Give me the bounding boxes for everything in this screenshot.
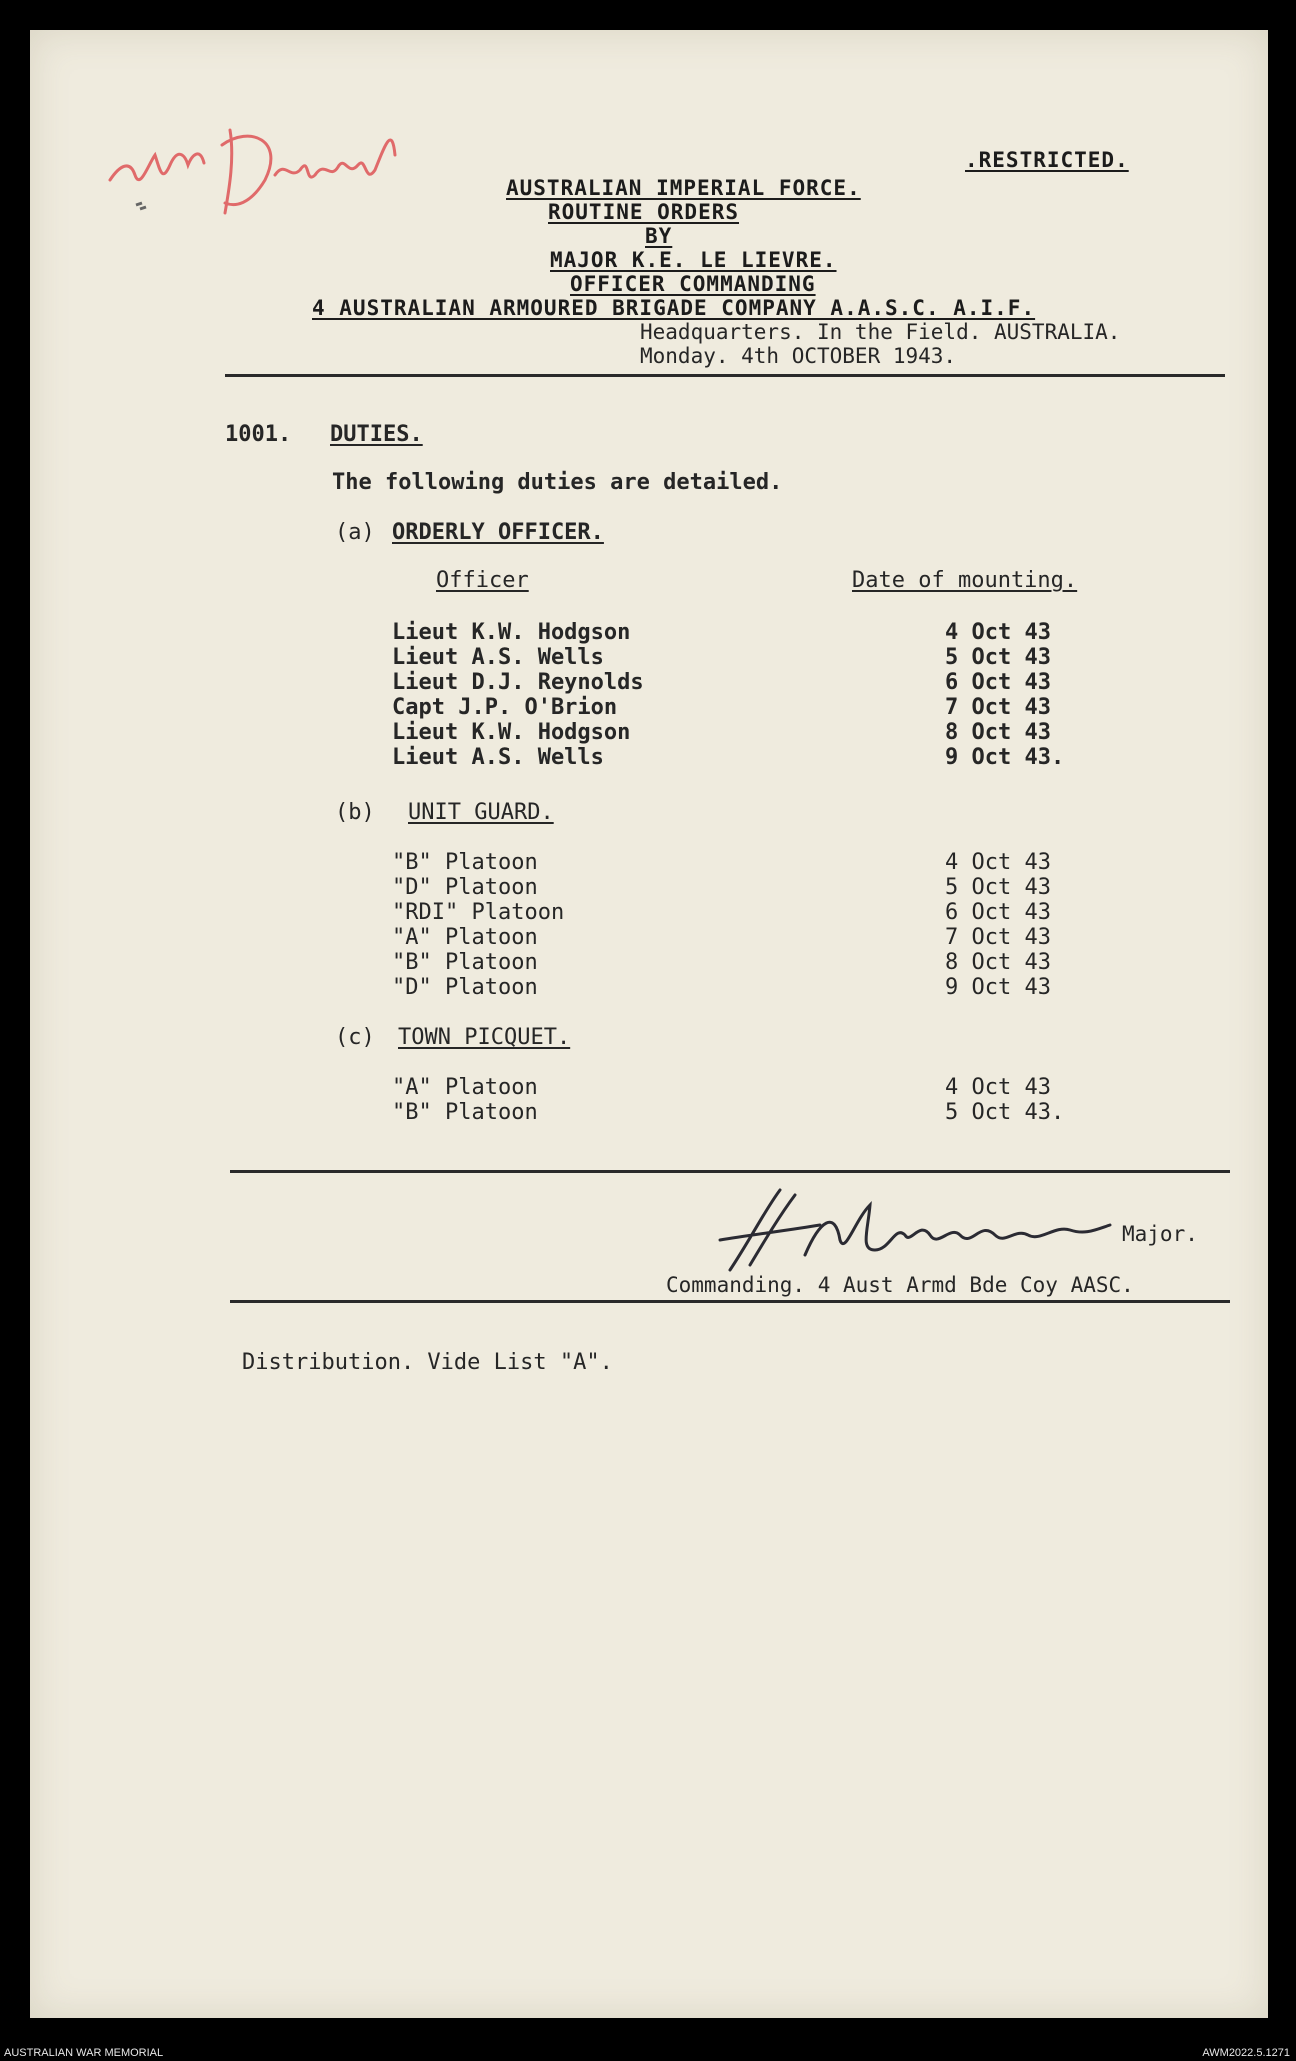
section-c-title: TOWN PICQUET.	[398, 1025, 571, 1050]
section-a-title: ORDERLY OFFICER.	[392, 520, 604, 545]
header-line-5: OFFICER COMMANDING	[570, 272, 816, 296]
order-intro: The following duties are detailed.	[332, 470, 783, 495]
signature-rank: Major.	[1122, 1222, 1198, 1246]
classification-label: .RESTRICTED.	[965, 148, 1129, 172]
order-number: 1001.	[225, 422, 292, 447]
signature-bottom-rule	[230, 1300, 1230, 1303]
footer-reference: AWM2022.5.1271	[1202, 2047, 1290, 2059]
column-officer-header: Officer	[436, 568, 529, 593]
location-line: Headquarters. In the Field. AUSTRALIA.	[640, 320, 1121, 344]
signature-top-rule	[230, 1170, 1230, 1173]
handwritten-annotation	[100, 85, 430, 225]
order-title: DUTIES.	[330, 422, 423, 447]
header-line-1: AUSTRALIAN IMPERIAL FORCE.	[506, 176, 861, 200]
column-date-header: Date of mounting.	[852, 568, 1078, 593]
section-c-label: (c)	[335, 1025, 375, 1050]
header-rule	[225, 374, 1225, 377]
signature-image	[710, 1180, 1130, 1280]
header-line-6: 4 AUSTRALIAN ARMOURED BRIGADE COMPANY A.A.S.C. A.I.F.	[312, 296, 1036, 320]
distribution-line: Distribution. Vide List "A".	[242, 1350, 613, 1375]
date-line: Monday. 4th OCTOBER 1943.	[640, 344, 957, 368]
footer-source: AUSTRALIAN WAR MEMORIAL	[4, 2047, 164, 2059]
document-page: .RESTRICTED. AUSTRALIAN IMPERIAL FORCE. ROUTINE ORDERS BY MAJOR K.E. LE LIEVRE. OFFICER COMMANDING 4 AUSTRALIAN ARMOURED BRIGADE COMPANY A.A.S.C. A.I.F. Headquarters. In the Field. AUSTRALIA. Monday. 4th OCTOBER 1943. 1001. DUTIES. The following duties are detailed. (a) ORDERLY OFFICER. Officer Date of mounting. Lieut K.W. Hodgson 4 Oct 43 Lieut A.S. Wells 5 Oct 43 Lieut D.J. Reynolds 6 Oct 43 Capt J.P. O'Brion 7 Oct 43 Lieut K.W. Hodgson 8 Oct 43 Lieut A.S. Wells 9 Oct 43. (b) UNIT GUARD. "B" Platoon 4 Oct 43 "D" Platoon 5 Oct 43 "RDI" Platoon 6 Oct 43 "A" Platoon 7 Oct 43 "B" Platoon 8 Oct 43 "D" Platoon 9 Oct 43 (c) TOWN PICQUET. "A" Platoon 4 Oct 43 "B" Platoon 5 Oct 43. Major. Commanding. 4 Aust Armd Bde Coy AASC. Distribution. Vide List "A".	[30, 30, 1268, 2018]
header-line-4: MAJOR K.E. LE LIEVRE.	[550, 248, 837, 272]
section-b-title: UNIT GUARD.	[408, 800, 554, 825]
signature-appointment: Commanding. 4 Aust Armd Bde Coy AASC.	[666, 1273, 1134, 1297]
section-b-label: (b)	[335, 800, 375, 825]
section-a-label: (a)	[335, 520, 375, 545]
header-line-3: BY	[645, 224, 673, 248]
header-line-2: ROUTINE ORDERS	[548, 200, 740, 224]
